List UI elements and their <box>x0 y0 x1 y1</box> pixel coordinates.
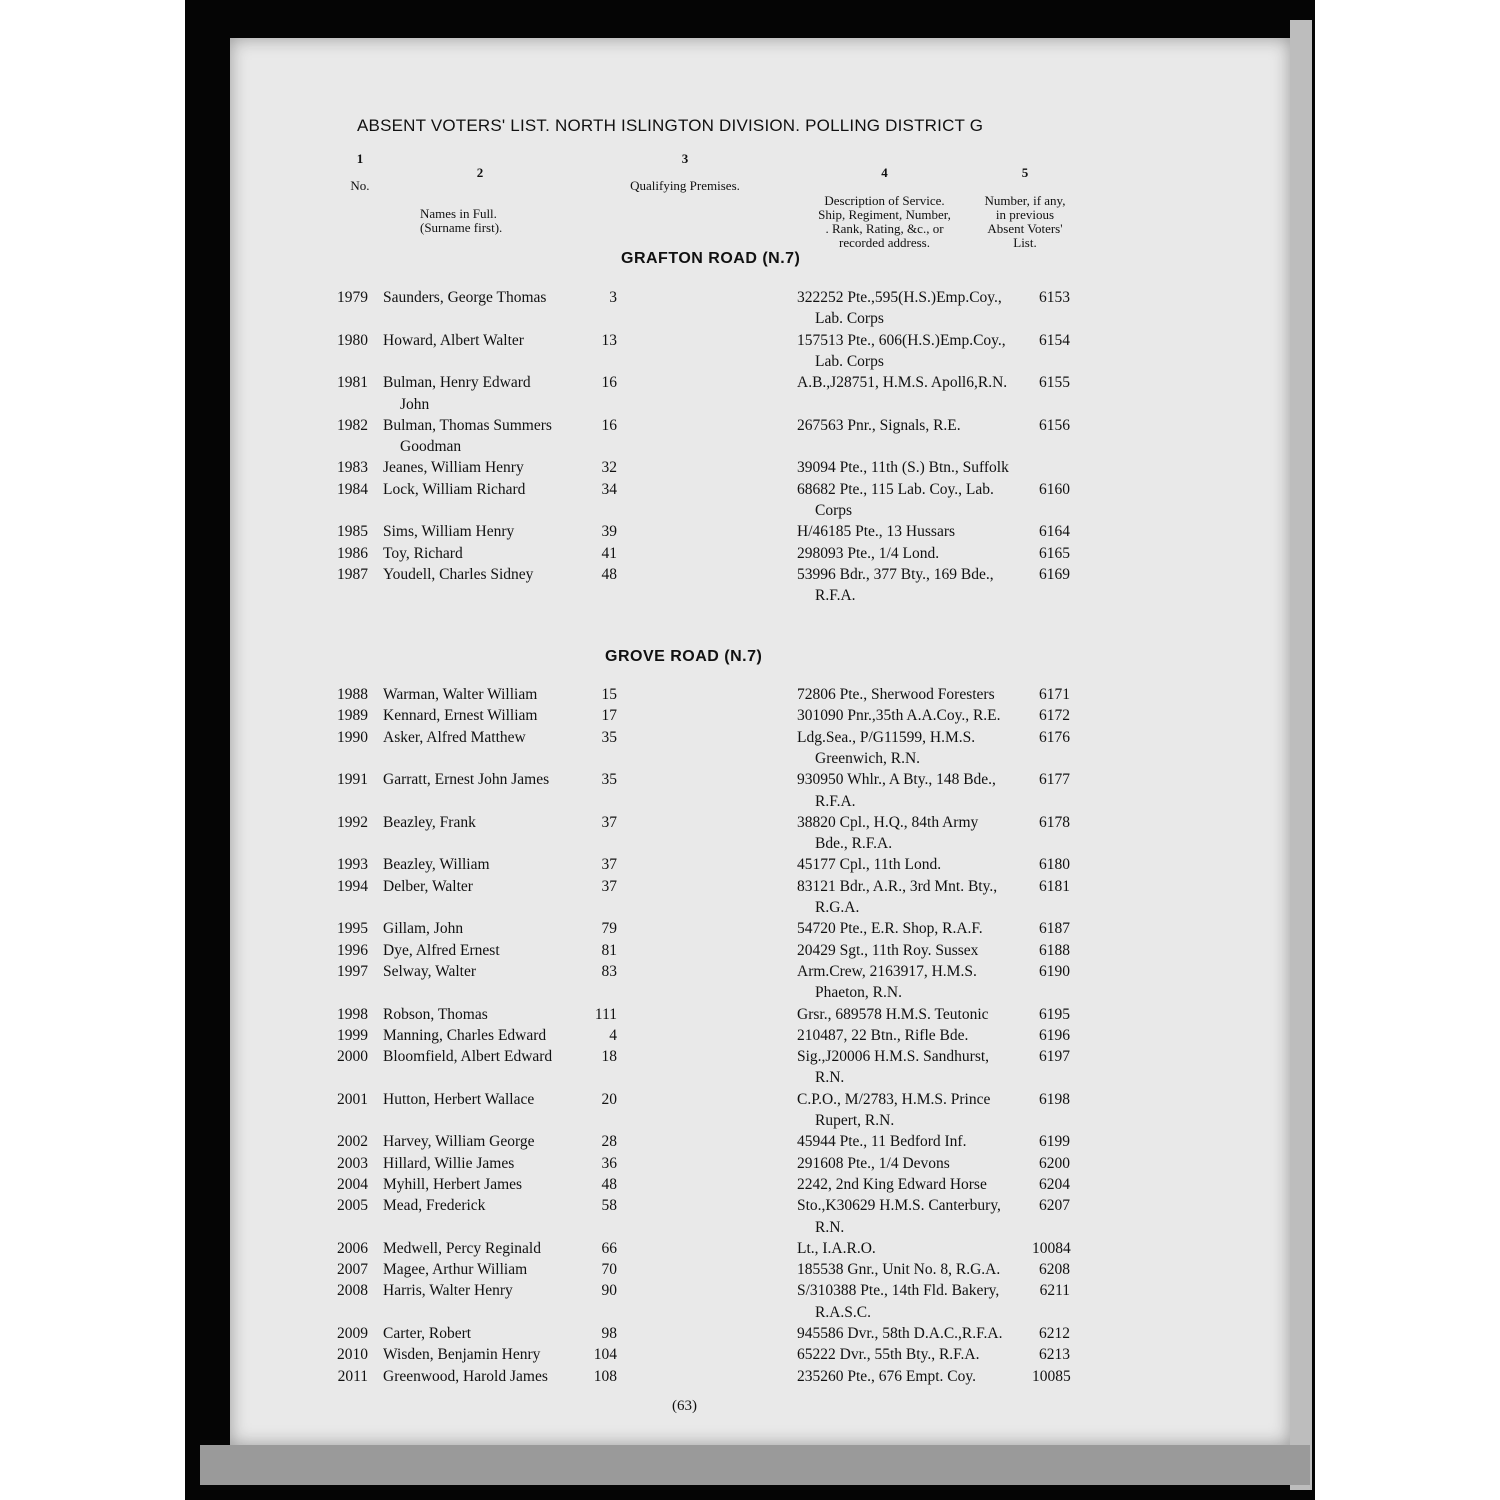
previous-list-number: 6208 <box>1039 1261 1070 1279</box>
qualifying-premises: 37 <box>601 877 617 895</box>
previous-list-number: 6187 <box>1039 920 1070 938</box>
voter-name: Greenwood, Harold James <box>383 1367 548 1385</box>
service-description-continued: Lab. Corps <box>815 310 884 328</box>
service-description: 267563 Pnr., Signals, R.E. <box>797 416 961 434</box>
service-description-continued: Rupert, R.N. <box>815 1112 895 1129</box>
voter-name: Hutton, Herbert Wallace <box>383 1090 535 1108</box>
column-number: 5 <box>1021 165 1029 180</box>
voter-name: Beazley, William <box>383 856 490 874</box>
voter-entry <box>0 330 1500 352</box>
qualifying-premises: 39 <box>601 523 617 541</box>
entry-number: 1990 <box>337 728 368 746</box>
entry-number: 1981 <box>337 374 368 392</box>
entry-number: 1985 <box>337 523 368 541</box>
previous-list-number: 6181 <box>1039 877 1070 895</box>
service-description: 39094 Pte., 11th (S.) Btn., Suffolk <box>797 459 1009 477</box>
voter-entry <box>0 1323 1500 1345</box>
column-header-no <box>340 152 380 193</box>
qualifying-premises: 58 <box>601 1197 617 1215</box>
column-label: Qualifying Premises. <box>630 178 740 193</box>
service-description-continued: R.F.A. <box>815 792 856 810</box>
service-description: 298093 Pte., 1/4 Lond. <box>797 544 940 562</box>
voter-name: Myhill, Herbert James <box>383 1175 523 1193</box>
entry-number: 1994 <box>337 877 368 895</box>
service-description: 65222 Dvr., 55th Bty., R.F.A. <box>797 1346 980 1364</box>
qualifying-premises: 48 <box>601 1175 617 1193</box>
voter-name: Bulman, Henry Edward <box>383 374 531 392</box>
service-description: 83121 Bdr., A.R., 3rd Mnt. Bty., <box>797 877 998 895</box>
service-description: Sto.,K30629 H.M.S. Canterbury, <box>797 1197 1001 1215</box>
voter-entry <box>0 684 1500 706</box>
previous-list-number: 10084 <box>1032 1239 1071 1257</box>
previous-list-number: 6213 <box>1039 1346 1070 1364</box>
qualifying-premises: 20 <box>601 1090 617 1108</box>
column-number: 4 <box>881 165 888 180</box>
service-description: A.B.,J28751, H.M.S. Apoll6,R.N. <box>797 374 1008 392</box>
service-description: 291608 Pte., 1/4 Devons <box>797 1154 950 1172</box>
voter-entry <box>0 1174 1500 1196</box>
voter-entry <box>0 940 1500 962</box>
qualifying-premises: 48 <box>601 565 617 583</box>
voter-name: Sims, William Henry <box>383 523 515 541</box>
qualifying-premises: 4 <box>609 1026 617 1044</box>
service-description: 2242, 2nd King Edward Horse <box>797 1175 987 1193</box>
entry-number: 1995 <box>337 920 368 938</box>
page-title: ABSENT VOTERS' LIST. NORTH ISLINGTON DIVISION. POLLING DISTRICT G <box>357 116 984 135</box>
voter-entry <box>0 1195 1500 1217</box>
voter-name: Garratt, Ernest John James <box>383 771 550 789</box>
voter-name: Lock, William Richard <box>383 480 526 498</box>
column-label: No. <box>350 178 370 193</box>
column-header-previous <box>970 152 1080 264</box>
service-description-continued: R.A.S.C. <box>815 1303 871 1321</box>
service-description: 157513 Pte., 606(H.S.)Emp.Coy., <box>797 331 1006 349</box>
service-description: 322252 Pte.,595(H.S.)Emp.Coy., <box>797 289 1002 306</box>
voter-name: Gillam, John <box>383 920 464 938</box>
previous-list-number: 6154 <box>1039 331 1070 349</box>
qualifying-premises: 70 <box>601 1261 617 1279</box>
column-header-names <box>420 152 540 249</box>
service-description: 53996 Bdr., 377 Bty., 169 Bde., <box>797 565 994 583</box>
qualifying-premises: 13 <box>601 331 617 349</box>
previous-list-number: 10085 <box>1032 1367 1071 1385</box>
previous-list-number: 6207 <box>1039 1197 1070 1215</box>
previous-list-number: 6178 <box>1039 813 1070 831</box>
service-description-continued: Bde., R.F.A. <box>815 835 893 853</box>
service-description: Lt., I.A.R.O. <box>797 1239 876 1257</box>
column-number: 3 <box>681 151 689 166</box>
qualifying-premises: 37 <box>601 813 617 831</box>
entry-number: 1989 <box>337 707 368 725</box>
service-description: 930950 Whlr., A Bty., 148 Bde., <box>797 771 996 789</box>
service-description-continued: Greenwich, R.N. <box>815 749 921 767</box>
voter-entry <box>0 854 1500 876</box>
voter-entry <box>0 1153 1500 1175</box>
column-number: 2 <box>476 165 484 180</box>
column-number: 1 <box>356 151 364 166</box>
voter-entry <box>0 769 1500 791</box>
qualifying-premises: 104 <box>593 1346 617 1364</box>
voter-name-continued: Goodman <box>400 438 462 456</box>
voter-name: Warman, Walter William <box>383 686 538 703</box>
voter-entry <box>0 1131 1500 1153</box>
qualifying-premises: 17 <box>601 707 617 725</box>
previous-list-number: 6171 <box>1039 686 1070 703</box>
voter-entry <box>0 1025 1500 1047</box>
voter-entry <box>0 1259 1500 1281</box>
service-description: 210487, 22 Btn., Rifle Bde. <box>797 1026 969 1044</box>
entry-number: 2008 <box>337 1282 368 1300</box>
service-description: 38820 Cpl., H.Q., 84th Army <box>797 813 979 831</box>
qualifying-premises: 37 <box>601 856 617 874</box>
entry-number: 1999 <box>337 1026 368 1044</box>
qualifying-premises: 34 <box>601 480 617 498</box>
entry-number: 2001 <box>337 1090 368 1108</box>
entry-number: 2009 <box>337 1325 368 1342</box>
entry-number: 1982 <box>337 416 368 434</box>
service-description: 945586 Dvr., 58th D.A.C.,R.F.A. <box>797 1325 1003 1342</box>
voter-name: Jeanes, William Henry <box>383 459 524 477</box>
previous-list-number: 6169 <box>1039 565 1070 583</box>
entry-number: 1997 <box>337 962 368 980</box>
voter-name: Delber, Walter <box>383 877 473 895</box>
column-label: Names in Full. (Surname first). <box>420 206 503 235</box>
previous-list-number: 6198 <box>1039 1090 1070 1108</box>
voter-entry <box>0 1344 1500 1366</box>
voter-entry <box>0 727 1500 749</box>
previous-list-number: 6156 <box>1039 416 1070 434</box>
entry-number: 2011 <box>337 1367 368 1385</box>
voter-name: Youdell, Charles Sidney <box>383 565 534 583</box>
previous-list-number: 6176 <box>1039 728 1070 746</box>
voter-entry <box>0 705 1500 727</box>
voter-name: Harvey, William George <box>383 1133 535 1151</box>
qualifying-premises: 108 <box>593 1367 617 1385</box>
entry-number: 1988 <box>337 686 368 703</box>
voter-entry <box>0 457 1500 479</box>
previous-list-number: 6177 <box>1039 771 1070 789</box>
voter-entry <box>0 1046 1500 1068</box>
previous-list-number: 6195 <box>1039 1005 1070 1023</box>
voter-name: Magee, Arthur William <box>383 1261 528 1279</box>
entry-number: 1986 <box>337 544 368 562</box>
entry-number: 1980 <box>337 331 368 349</box>
service-description: 68682 Pte., 115 Lab. Coy., Lab. <box>797 480 994 498</box>
section-heading: GRAFTON ROAD (N.7) <box>621 250 801 267</box>
previous-list-number: 6212 <box>1039 1325 1070 1342</box>
previous-list-number: 6153 <box>1039 289 1070 306</box>
qualifying-premises: 35 <box>601 771 617 789</box>
voter-entry <box>0 479 1500 501</box>
service-description: H/46185 Pte., 13 Hussars <box>797 523 956 541</box>
voter-name-continued: John <box>400 395 430 413</box>
qualifying-premises: 79 <box>601 920 617 938</box>
qualifying-premises: 111 <box>594 1005 617 1023</box>
voter-entry <box>0 1238 1500 1260</box>
voter-name: Asker, Alfred Matthew <box>383 728 526 746</box>
voter-entry <box>0 415 1500 437</box>
column-label: Description of Service. Ship, Regiment, Number, . Rank, Rating, &c., or recorded address. <box>818 193 951 250</box>
page-number: (63) <box>672 1398 697 1414</box>
voter-name: Beazley, Frank <box>383 813 476 831</box>
voter-name: Hillard, Willie James <box>383 1154 515 1172</box>
voter-name: Bloomfield, Albert Edward <box>383 1048 553 1066</box>
previous-list-number: 6172 <box>1039 707 1070 725</box>
column-label: Number, if any, in previous Absent Voters' List. <box>984 193 1066 250</box>
voter-name: Saunders, George Thomas <box>383 289 547 306</box>
previous-list-number: 6160 <box>1039 480 1070 498</box>
column-header-premises <box>610 152 760 193</box>
voter-name: Kennard, Ernest William <box>383 707 538 725</box>
qualifying-premises: 15 <box>601 686 617 703</box>
service-description: 45177 Cpl., 11th Lond. <box>797 856 942 874</box>
voter-entry <box>0 521 1500 543</box>
service-description: 185538 Gnr., Unit No. 8, R.G.A. <box>797 1261 1001 1279</box>
previous-list-number: 6211 <box>1039 1282 1070 1300</box>
service-description: Ldg.Sea., P/G11599, H.M.S. <box>797 728 976 746</box>
entry-number: 2005 <box>337 1197 368 1215</box>
service-description: 20429 Sgt., 11th Roy. Sussex <box>797 941 979 959</box>
section-heading: GROVE ROAD (N.7) <box>605 648 763 665</box>
voter-name: Wisden, Benjamin Henry <box>383 1346 541 1364</box>
qualifying-premises: 16 <box>601 374 617 392</box>
previous-list-number: 6188 <box>1039 941 1070 959</box>
voter-name: Howard, Albert Walter <box>383 331 524 349</box>
voter-name: Manning, Charles Edward <box>383 1026 547 1044</box>
voter-name: Toy, Richard <box>383 544 463 562</box>
previous-list-number: 6155 <box>1039 374 1070 392</box>
previous-list-number: 6197 <box>1039 1048 1070 1066</box>
voter-entry <box>0 876 1500 898</box>
column-header-description <box>797 152 972 264</box>
service-description-continued: R.F.A. <box>815 587 856 605</box>
entry-number: 1996 <box>337 941 368 959</box>
page-bottom-edge <box>200 1445 1310 1485</box>
qualifying-premises: 16 <box>601 416 617 434</box>
entry-number: 2007 <box>337 1261 368 1279</box>
voter-entry <box>0 543 1500 565</box>
qualifying-premises: 36 <box>601 1154 617 1172</box>
entry-number: 2004 <box>337 1175 368 1193</box>
voter-entry <box>0 961 1500 983</box>
service-description: Grsr., 689578 H.M.S. Teutonic <box>797 1005 989 1023</box>
entry-number: 2010 <box>337 1346 368 1364</box>
service-description-continued: R.G.A. <box>815 899 860 916</box>
qualifying-premises: 35 <box>601 728 617 746</box>
previous-list-number: 6164 <box>1039 523 1070 541</box>
voter-name: Dye, Alfred Ernest <box>383 941 500 959</box>
service-description: 235260 Pte., 676 Empt. Coy. <box>797 1367 976 1385</box>
qualifying-premises: 98 <box>601 1325 617 1342</box>
previous-list-number: 6190 <box>1039 962 1070 980</box>
qualifying-premises: 3 <box>609 289 617 306</box>
service-description: 72806 Pte., Sherwood Foresters <box>797 686 995 703</box>
entry-number: 1984 <box>337 480 368 498</box>
service-description: 301090 Pnr.,35th A.A.Coy., R.E. <box>797 707 1001 725</box>
voter-entry <box>0 287 1500 309</box>
entry-number: 1993 <box>337 856 368 874</box>
service-description: 54720 Pte., E.R. Shop, R.A.F. <box>797 920 983 938</box>
voter-name: Robson, Thomas <box>383 1005 488 1023</box>
service-description: C.P.O., M/2783, H.M.S. Prince <box>797 1090 991 1108</box>
voter-entry <box>0 564 1500 586</box>
voter-entry <box>0 372 1500 394</box>
service-description: S/310388 Pte., 14th Fld. Bakery, <box>797 1282 1000 1300</box>
previous-list-number: 6204 <box>1039 1175 1070 1193</box>
entry-number: 1987 <box>337 565 368 583</box>
service-description-continued: Phaeton, R.N. <box>815 984 902 1002</box>
voter-name: Bulman, Thomas Summers <box>383 416 552 434</box>
qualifying-premises: 81 <box>601 941 617 959</box>
previous-list-number: 6180 <box>1039 856 1070 874</box>
service-description: 45944 Pte., 11 Bedford Inf. <box>797 1133 967 1151</box>
entry-number: 2002 <box>337 1133 368 1151</box>
qualifying-premises: 90 <box>601 1282 617 1300</box>
voter-entry <box>0 1366 1500 1388</box>
qualifying-premises: 66 <box>601 1239 617 1257</box>
service-description-continued: R.N. <box>815 1218 845 1236</box>
previous-list-number: 6196 <box>1039 1026 1070 1044</box>
voter-name: Harris, Walter Henry <box>383 1282 513 1300</box>
voter-entry <box>0 1004 1500 1026</box>
service-description-continued: R.N. <box>815 1069 845 1087</box>
entry-number: 2000 <box>337 1048 368 1066</box>
entry-number: 1991 <box>337 771 368 789</box>
entry-number: 1979 <box>337 289 368 306</box>
entry-number: 1992 <box>337 813 368 831</box>
qualifying-premises: 32 <box>601 459 617 477</box>
entry-number: 1983 <box>337 459 368 477</box>
entry-number: 2006 <box>337 1239 368 1257</box>
service-description-continued: Corps <box>815 502 853 519</box>
service-description: Arm.Crew, 2163917, H.M.S. <box>797 962 977 980</box>
previous-list-number: 6200 <box>1039 1154 1070 1172</box>
voter-name: Selway, Walter <box>383 962 477 980</box>
voter-entry <box>0 918 1500 940</box>
qualifying-premises: 83 <box>601 962 617 980</box>
previous-list-number: 6165 <box>1039 544 1070 562</box>
qualifying-premises: 28 <box>601 1133 617 1151</box>
service-description-continued: Lab. Corps <box>815 352 884 370</box>
voter-name: Medwell, Percy Reginald <box>383 1239 541 1257</box>
entry-number: 2003 <box>337 1154 368 1172</box>
voter-name: Mead, Frederick <box>383 1197 486 1215</box>
service-description: Sig.,J20006 H.M.S. Sandhurst, <box>797 1048 990 1066</box>
voter-entry <box>0 1280 1500 1302</box>
qualifying-premises: 41 <box>601 544 617 562</box>
qualifying-premises: 18 <box>601 1048 617 1066</box>
voter-name: Carter, Robert <box>383 1325 472 1342</box>
previous-list-number: 6199 <box>1039 1133 1070 1151</box>
voter-entry <box>0 1089 1500 1111</box>
voter-entry <box>0 812 1500 834</box>
entry-number: 1998 <box>337 1005 368 1023</box>
